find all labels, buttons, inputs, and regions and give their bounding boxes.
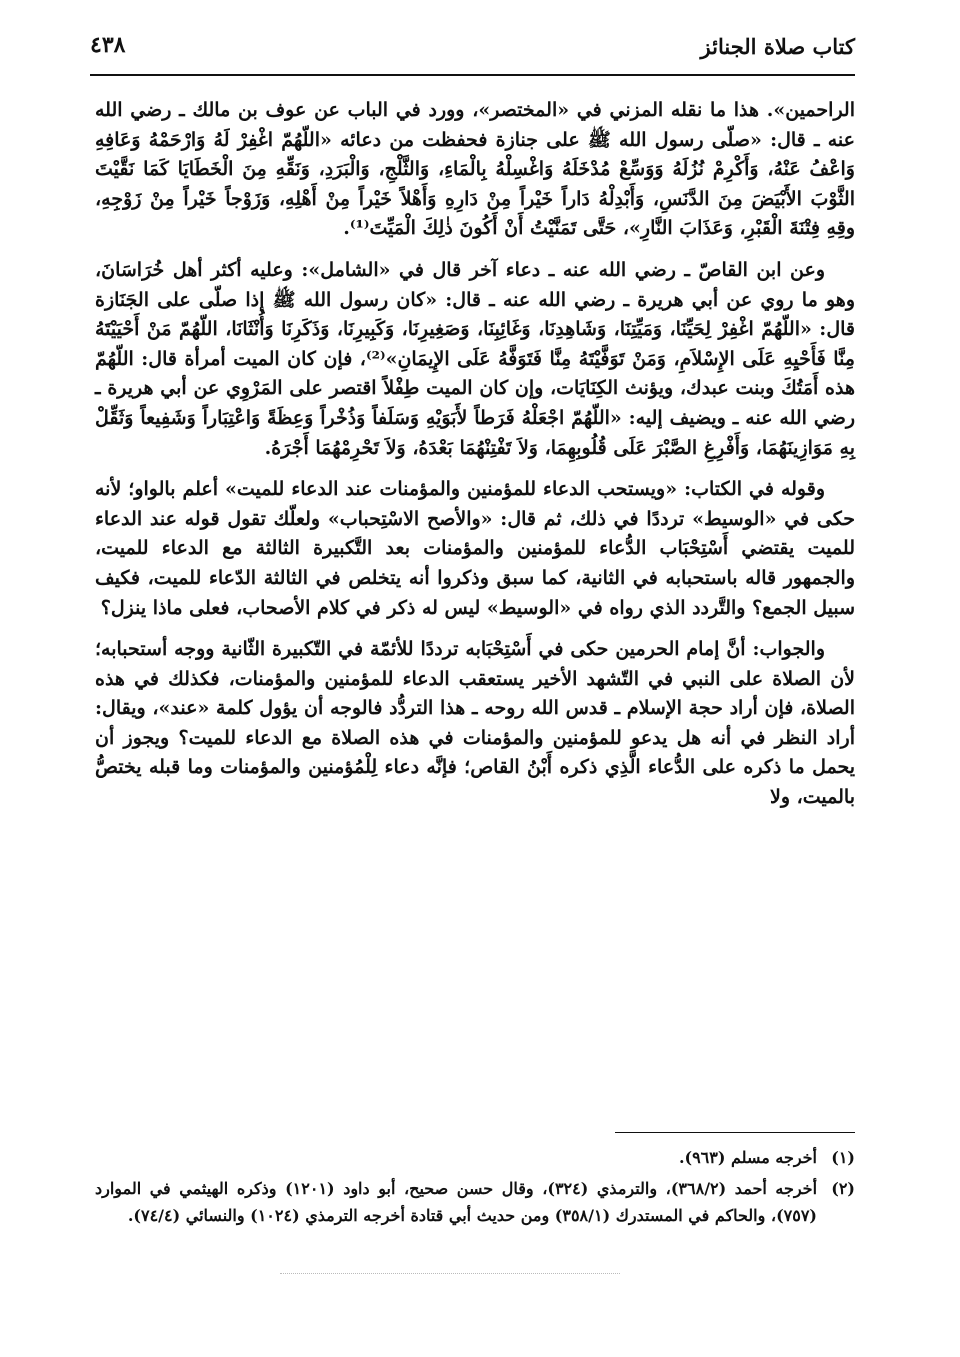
footnotes	[95, 1144, 855, 1233]
page-number: ٤٣٨	[90, 32, 126, 58]
chapter-title: كتاب صلاة الجنائز	[700, 34, 855, 59]
footnote	[95, 1175, 855, 1229]
paragraph: الراحمين». هذا ما نقله المزني في «المختصر»، وورد في الباب عن عوف بن مالك ـ رضي الله عنه ـ قال: «صلّى رسول الله ﷺ على جنازة فحفظت من دعائه «اللّهُمّ اغْفِرْ لَهُ وَارْحَمْهُ وَعَافِهِ وَاعْفُ عَنْهُ، وَأَكْرِمْ نُزُلَهُ وَوَسِّعْ مُدْخَلَهُ وَاغْسِلْهُ بِالْمَاءِ، وَالثَّلْجِ، وَالْبَرَدِ، وَنَقِّهِ مِنَ الْخَطَايَا كَمَا نَقَّيْتَ الثَّوْبَ الأَبْيَضَ مِنَ الدَّنَسِ، وَأَبْدِلْهُ دَاراً خَيْراً مِنْ دَارِهِ وَأَهْلاً خَيْراً مِنْ أَهْلِهِ، وَزَوْجاً خَيْراً مِنْ زَوْجِهِ، وقِهِ فِتْنَةَ الْقَبْرِ، وَعَذَابَ النَّارِ»، حَتَّى تَمَنَّيْتُ أَنْ أَكُونَ ذٰلِكَ الْمَيِّتَ⁽¹⁾.	[95, 99, 855, 240]
footnote-text: أخرجه أحمد (٣٦٨/٢)، والترمذي (٣٢٤)، وقال حسن صحيح، أبو داود (١٢٠١) وذكره الهيثمي في الموارد (٧٥٧)، والحاكم في المستدرك (٣٥٨/١) ومن حديث أبي قتادة أخرجه الترمذي (١٠٢٤) والنسائي (٧٤/٤).	[95, 1179, 818, 1225]
footnote-number: (٢)	[831, 1179, 855, 1198]
main-text	[95, 96, 855, 825]
scan-artifact	[280, 1273, 620, 1278]
footnote	[95, 1144, 855, 1171]
footnote-text: أخرجه مسلم (٩٦٣).	[678, 1148, 817, 1167]
paragraph: وقوله في الكتاب: «ويستحب الدعاء للمؤمنين والمؤمنات عند الدعاء للميت» أعلم بالواو؛ لأنه حكى في «الوسيط» ترددًا في ذلك، ثم قال: «والأصح الاسْتِحباب» ولعلّك تقول قوله عند الدعاء للميت يقتضي أَسْتِحْبَاب الدُّعاء للمؤمنين والمؤمنات بعد التَّكبيرة الثالثة مع الدعاء للميت، والجمهور قاله باستحبابه في الثانية، كما سبق وذكروا أنه يتخلص في الثالثة الدّعاء للميت، فكيف سبيل الجمع؟ والتَّردد الذي رواه في «الوسيط» ليس له ذكر في كلام الأصحاب، فعلى ماذا ينزل؟	[95, 478, 855, 619]
paragraph: وعن ابن القاصّ ـ رضي الله عنه ـ دعاء آخر قال في «الشامل»: وعليه أكثر أهل خُرَاسَانَ، وهو ما روي عن أبي هريرة ـ رضي الله عنه ـ قال: «كان رسول الله ﷺ إذا صلّى على الجَنَازة قال: «اللّهُمّ اغْفِرْ لِحَيِّنَا، وَمَيِّتِنَا، وَشَاهِدِنَا، وَغَائِبِنَا، وَصَغِيرِنَا، وَكَبِيرِنَا، وَذَكَرِنَا وَأُنْثَانَا، اللّهُمّ مَنْ أَحْيَيْتَهُ مِنَّا فَأَحْيِهِ عَلَى الإِسْلاَمِ، وَمَنْ تَوَفَّيْتَهُ مِنَّا فَتَوَفَّهُ عَلَى الإِيمَانِ»⁽²⁾، فإن كان الميت أمرأة قال: اللّهُمّ هذه أَمَتُكَ وبنت عبدك، ويؤنث الكِنَايَات، وإن كان الميت طِفْلاً اقتصر على المَرْوِي عن أبي هريرة ـ رضي الله عنه ـ ويضيف إليه: «اللّهُمّ اجْعَلْهُ فَرَطاً لأَبَوَيْهِ وَسَلَفاً وَذُخْراً وَعِظَةً وَاعْتِبَاراً وَشَفِيعاً وَثَقِّلْ بِهِ مَوَازِينَهُمَا، وَأَفْرِغِ الصَّبْرَ عَلَى قُلُوبِهِمَا، وَلاَ تَفْتِنْهُمَا بَعْدَهُ، وَلاَ تَحْرِمْهُمَا أَجْرَهُ.	[95, 258, 856, 459]
footnote-rule	[615, 1132, 855, 1133]
header-rule	[90, 74, 855, 76]
page-header	[90, 30, 855, 72]
footnote-number: (١)	[831, 1148, 855, 1167]
paragraph: والجواب: أنَّ إمام الحرمين حكى في أَسْتِحْبَابه ترددًا للأئمّة في التّكبيرة الثّانية ووجه أستحبابه؛ لأن الصلاة على النبي في التّشهد الأخير يستعقب الدعاء للمؤمنين والمؤمنات، فكذلك في هذه الصلاة، فإن أراد حجة الإسلام ـ قدس الله روحه ـ هذا التردُّد فالوجه أن يؤول كلمة «عند»، ويقال: أراد النظر في أنه هل يدعو للمؤمنين والمؤمنات في هذه الصلاة مع الدعاء للميت؟ ويجوز أن يحمل ما ذكره على الدُّعاء الَّذِي ذكره أَبْنُ القاص؛ فإنَّه دعاء لِلْمُؤمنين والمؤمنات وما قبله يختصُّ بالميت، ولا	[95, 638, 855, 809]
